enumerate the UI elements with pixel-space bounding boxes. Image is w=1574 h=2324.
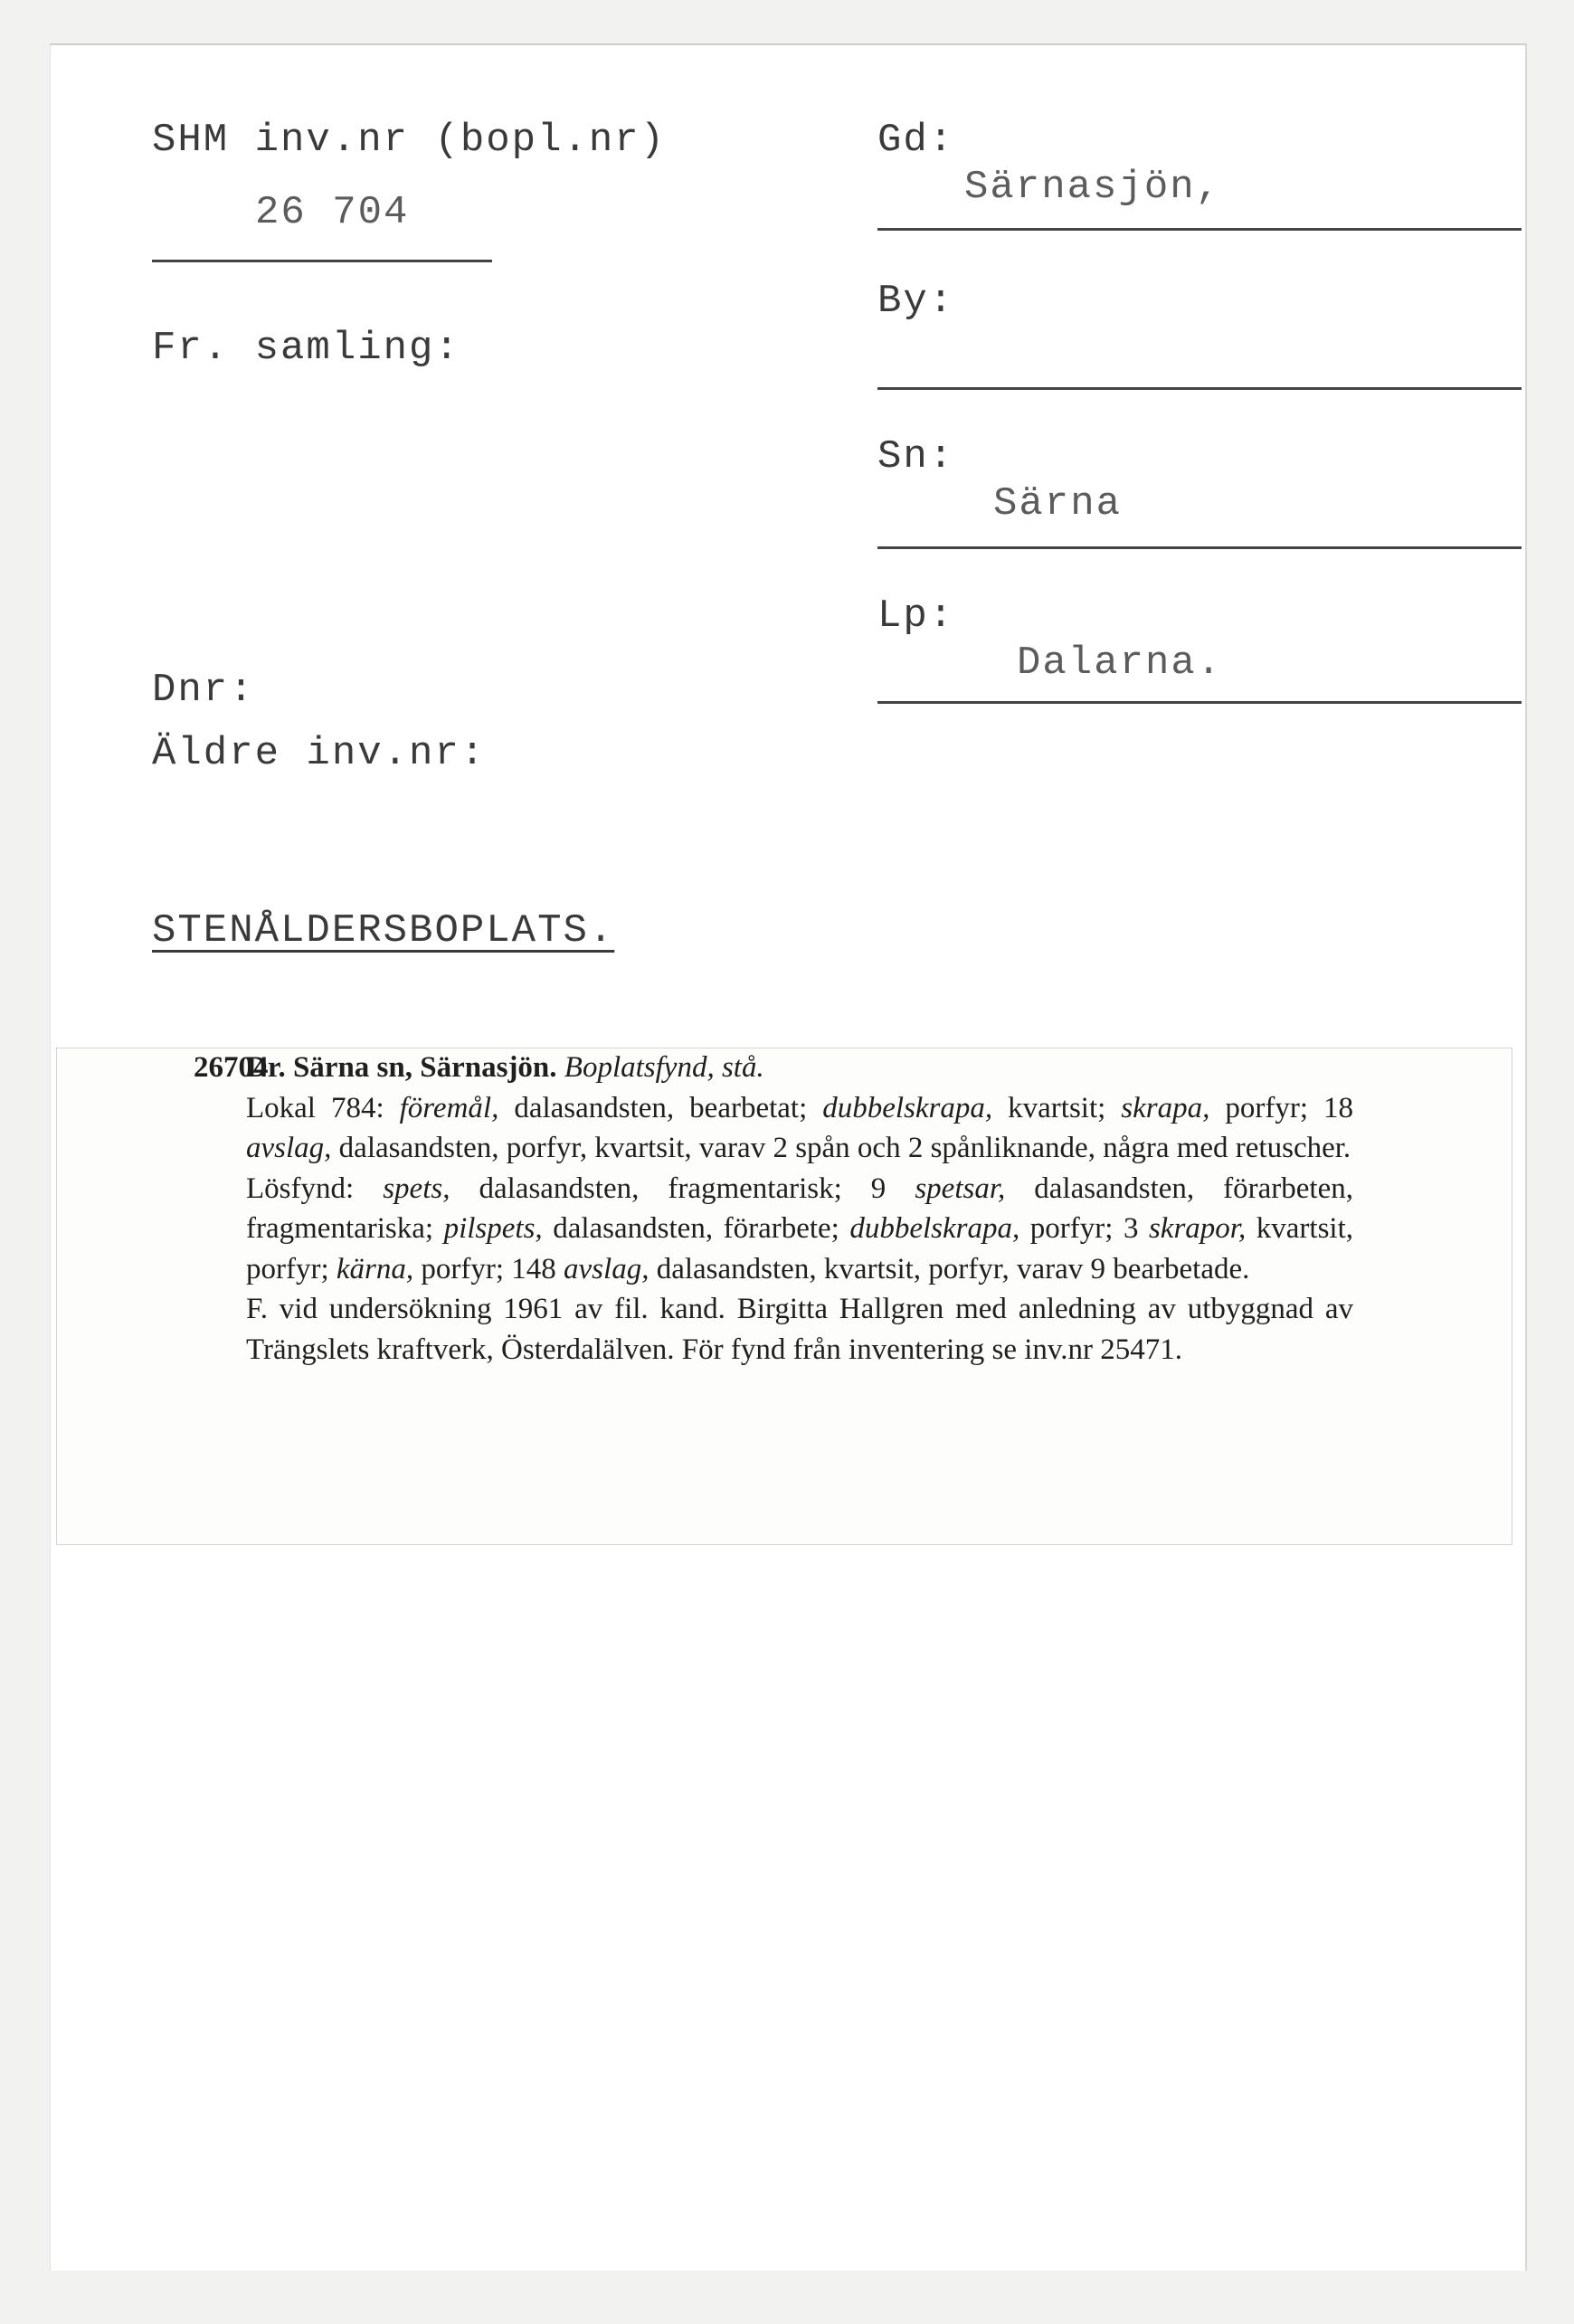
losfynd-item-name: skrapor, [1148, 1212, 1247, 1245]
gd-rule [877, 228, 1522, 231]
by-rule [877, 387, 1522, 390]
lokal-item-name: skrapa, [1121, 1091, 1210, 1124]
losfynd-item-text: dalasandsten, förarbeten, fragmentariska; [246, 1171, 1353, 1245]
losfynd-label: Lösfynd: [246, 1171, 355, 1205]
losfynd-item-name: spetsar, [915, 1171, 1006, 1205]
lokal-item-text: porfyr; 18 [1209, 1091, 1354, 1124]
fr-samling-label: Fr. samling: [152, 326, 460, 371]
losfynd-item-name: kärna, [336, 1252, 414, 1285]
lokal-item-name: dubbelskrapa, [822, 1091, 993, 1124]
inv-nr-rule [152, 260, 492, 262]
losfynd-item-name: pilspets, [443, 1212, 543, 1245]
losfynd-item-name: avslag, [564, 1252, 650, 1285]
sn-label: Sn: [877, 434, 955, 479]
lokal-paragraph [246, 1088, 1353, 1169]
dnr-label: Dnr: [152, 668, 255, 713]
entry-head-bold: Dr. Särna sn, Särnasjön. [246, 1051, 557, 1084]
lokal-label: Lokal 784: [246, 1091, 384, 1124]
lokal-item-name: avslag, [246, 1132, 332, 1164]
inv-nr-value: 26 704 [255, 190, 410, 235]
lp-rule [877, 701, 1522, 704]
lp-label: Lp: [877, 593, 955, 639]
inv-nr-label: SHM inv.nr (bopl.nr) [152, 118, 667, 163]
entry-number: 26704 [194, 1051, 269, 1084]
losfynd-item-text: porfyr; 3 [1019, 1212, 1149, 1245]
entry-heading [246, 1048, 1353, 1088]
losfynd-item-text: porfyr; 148 [413, 1252, 564, 1285]
category-heading: STENÅLDERSBOPLATS. [152, 908, 615, 953]
losfynd-item-text: dalasandsten, förarbete; [542, 1212, 850, 1245]
losfynd-item-text: kvartsit, porfyr; [246, 1212, 1354, 1285]
entry-text [246, 1048, 1353, 1370]
by-label: By: [877, 279, 955, 324]
sn-rule [877, 546, 1522, 549]
losfynd-item-name: dubbelskrapa, [849, 1212, 1020, 1245]
losfynd-item-text: dalasandsten, fragmentarisk; 9 [450, 1171, 915, 1205]
gd-value: Särnasjön, [964, 165, 1222, 210]
losfynd-item-name: spets, [383, 1171, 450, 1205]
lp-value: Dalarna. [1017, 640, 1223, 686]
losfynd-item-text: dalasandsten, kvartsit, porfyr, varav 9 bearbetade. [649, 1252, 1250, 1285]
lokal-item-text: kvartsit; [992, 1091, 1122, 1124]
losfynd-paragraph [246, 1169, 1353, 1290]
lokal-item-name: föremål, [399, 1091, 499, 1124]
gd-label: Gd: [877, 118, 955, 163]
lokal-item-text: dalasandsten, porfyr, kvartsit, varav 2 spån och 2 spånliknande, några med retuscher. [331, 1132, 1351, 1164]
lokal-item-text: dalasandsten, bearbetat; [498, 1091, 823, 1124]
entry-head-italic: Boplatsfynd, stå. [564, 1051, 764, 1084]
sn-value: Särna [993, 481, 1123, 526]
aldre-inv-nr-label: Äldre inv.nr: [152, 731, 487, 776]
find-note: F. vid undersökning 1961 av fil. kand. Birgitta Hallgren med anledning av utbyggnad av Trängslets kraftverk, Österdalälven. För fynd från inventering se inv.nr 25471. [246, 1293, 1353, 1366]
